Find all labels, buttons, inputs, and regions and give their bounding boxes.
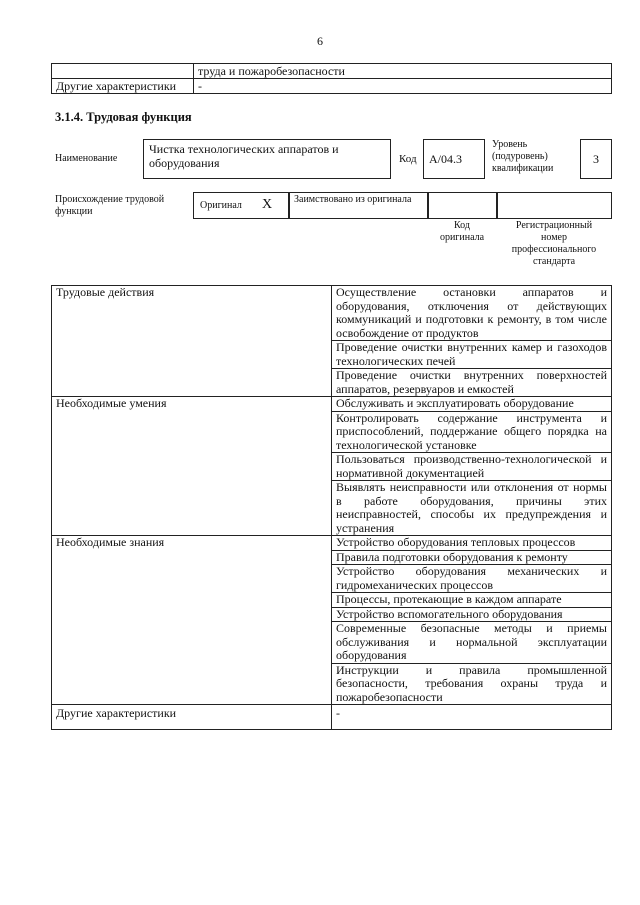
row-value: - — [194, 79, 612, 94]
table-cell: Проведение очистки внутренних поверхностей аппаратов, резервуаров и емкостей — [332, 369, 612, 397]
table-cell: Устройство вспомогательного оборудования — [332, 607, 612, 622]
continuation-table — [51, 63, 612, 94]
row-label: Другие характеристики — [52, 79, 194, 94]
table-row — [52, 705, 612, 730]
table-row — [52, 79, 612, 94]
table-cell: Обслуживать и эксплуатировать оборудование — [332, 397, 612, 412]
group-label: Необходимые знания — [52, 536, 332, 705]
code-label: Код — [399, 153, 417, 165]
origin-label: Происхождение трудовой функции — [55, 194, 165, 217]
table-cell: Проведение очистки внутренних камер и газоходов технологических печей — [332, 341, 612, 369]
table-row — [52, 286, 612, 341]
table-cell: Правила подготовки оборудования к ремонту — [332, 550, 612, 565]
page-number: 6 — [317, 34, 323, 48]
original-mark: X — [262, 197, 273, 212]
reg-number-cell — [496, 192, 612, 219]
level-value: 3 — [593, 152, 599, 166]
code-original-caption: Код оригинала — [439, 220, 485, 243]
table-cell: Современные безопасные методы и приемы обслуживания и нормальной эксплуатации оборудования — [332, 622, 612, 664]
name-value: Чистка технологических аппаратов и оборудования — [149, 142, 339, 170]
table-row — [52, 397, 612, 412]
reg-number-caption: Регистрационный номер профессионального стандарта — [511, 220, 597, 267]
level-label: Уровень (подуровень) квалификации — [492, 139, 554, 174]
table-cell: Контролировать содержание инструмента и приспособлений, поддержание общего порядка на технологической установке — [332, 411, 612, 453]
table-cell: Выявлять неисправности или отклонения от нормы в работе оборудования, причины этих неисправностей, способы их предупреждения и устранения — [332, 481, 612, 536]
group-label: Необходимые умения — [52, 397, 332, 536]
table-row — [52, 64, 612, 79]
code-box — [423, 139, 485, 179]
table-cell: Процессы, протекающие в каждом аппарате — [332, 593, 612, 608]
table-row — [52, 536, 612, 551]
original-cell — [193, 192, 290, 219]
table-cell: - — [332, 705, 612, 730]
table-cell: Осуществление остановки аппаратов и оборудования, отключения от действующих коммуникаций и подготовки к ремонту, в том числе освобождение от продуктов — [332, 286, 612, 341]
name-label: Наименование — [55, 153, 118, 164]
original-label: Оригинал — [200, 200, 242, 211]
name-box — [143, 139, 391, 179]
section-heading: 3.1.4. Трудовая функция — [55, 110, 192, 124]
table-cell: Инструкции и правила промышленной безопасности, требования охраны труда и пожаробезопасности — [332, 663, 612, 705]
table-cell: Пользоваться производственно-технологической и нормативной документацией — [332, 453, 612, 481]
labor-function-table — [51, 285, 612, 730]
code-original-cell — [427, 192, 498, 219]
table-cell: Устройство оборудования механических и гидромеханических процессов — [332, 565, 612, 593]
level-box — [580, 139, 612, 179]
table-cell: Устройство оборудования тепловых процессов — [332, 536, 612, 551]
row-value: труда и пожаробезопасности — [194, 64, 612, 79]
group-label: Другие характеристики — [52, 705, 332, 730]
code-value: A/04.3 — [429, 152, 462, 166]
row-label — [52, 64, 194, 79]
borrowed-label: Заимствовано из оригинала — [294, 194, 412, 205]
group-label: Трудовые действия — [52, 286, 332, 397]
borrowed-cell — [288, 192, 429, 219]
